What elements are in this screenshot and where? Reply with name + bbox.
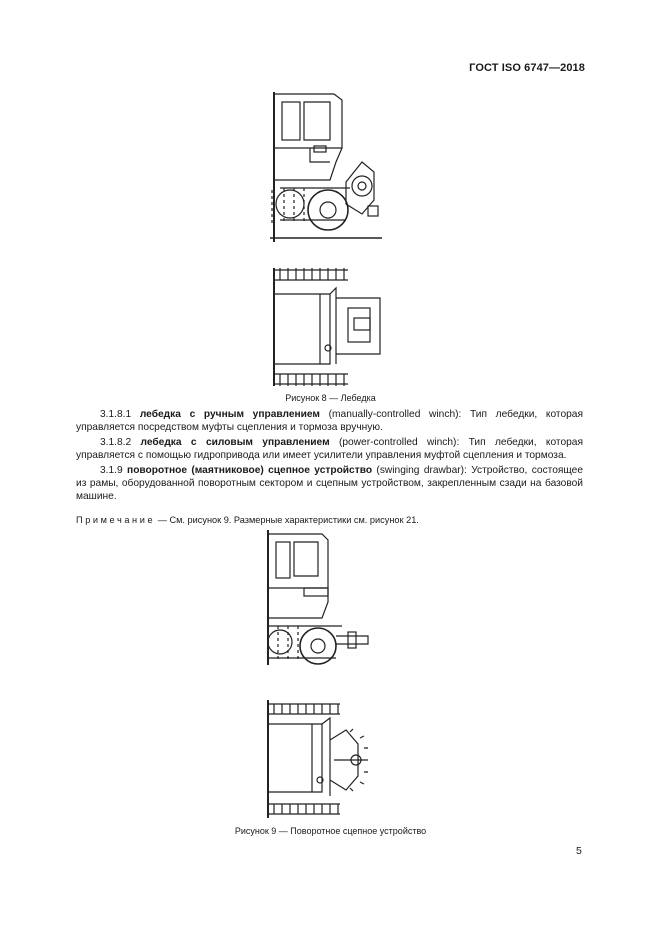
term: поворотное (маятниковое) сцепное устройство (127, 464, 373, 476)
paragraph-3-1-8-2 (76, 436, 583, 462)
definition-text: (power-controlled winch): Тип лебедки, которая управляется с помощью гидропривода или имеет усилители управления муфтой сцепления и тормоза. (76, 436, 583, 462)
figure-9-top-view (264, 700, 379, 818)
figure-8-side-view (270, 92, 385, 242)
clause-number: 3.1.8.1 (100, 409, 132, 420)
note (76, 515, 419, 525)
note-label: Примечание (76, 515, 156, 525)
term: лебедка с ручным управлением (139, 409, 320, 420)
figure-8-top-view (270, 268, 385, 386)
figure-9-side-view (264, 530, 379, 665)
definitions-block (76, 408, 583, 505)
paragraph-3-1-8-1 (76, 408, 583, 434)
definition-text: (swinging drawbar): Устройство, состоящее из рамы, оборудованной поворотным сектором и сцепным устройством, закрепленным сзади на базовой машине. (76, 464, 583, 503)
clause-number: 3.1.8.2 (100, 436, 132, 448)
paragraph-3-1-9 (76, 464, 583, 504)
figure-8-caption: Рисунок 8 — Лебедка (285, 393, 376, 403)
note-text: — См. рисунок 9. Размерные характеристики см. рисунок 21. (155, 515, 419, 525)
definition-text: (manually-controlled winch): Тип лебедки, которая управляется посредством муфты сцепления и тормоза вручную. (76, 409, 583, 434)
term: лебедка с силовым управлением (140, 436, 330, 448)
document-code: ГОСТ ISO 6747—2018 (469, 62, 585, 74)
figure-9-caption: Рисунок 9 — Поворотное сцепное устройство (234, 826, 427, 836)
page-number: 5 (576, 845, 582, 857)
clause-number: 3.1.9 (100, 464, 123, 476)
